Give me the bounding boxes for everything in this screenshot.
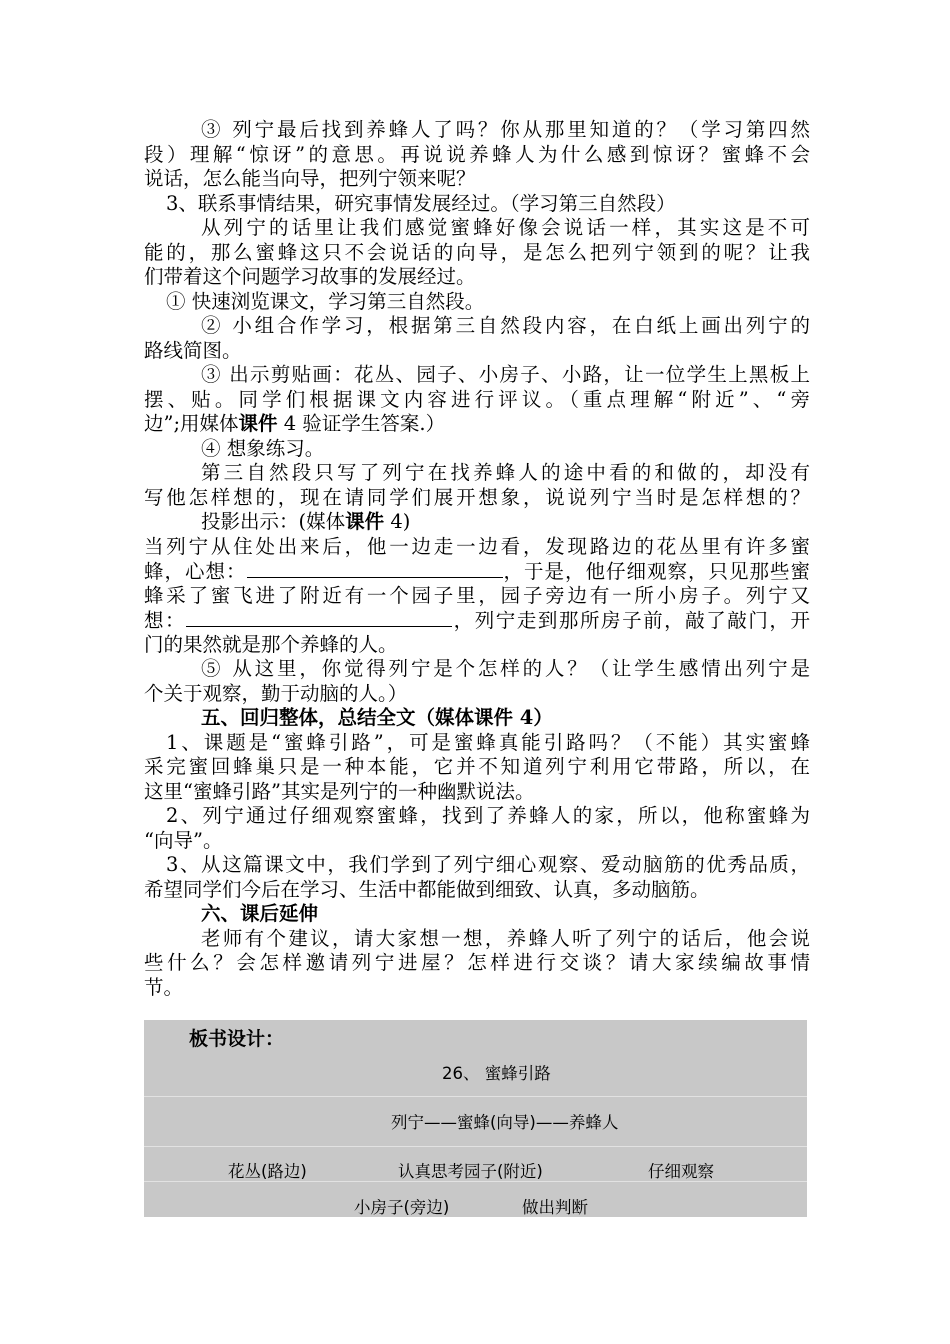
board-heading: 26、 蜜蜂引路: [442, 1064, 551, 1083]
text-line: 3、联系事情结果，研究事情发展经过。（学习第三自然段）: [166, 191, 676, 215]
board-item-flowers: 花丛(路边): [228, 1162, 307, 1181]
text-line: 1、课题是“蜜蜂引路”，可是蜜蜂真能引路吗？（不能）其实蜜蜂: [166, 730, 810, 754]
text-line: ③ 出示剪贴画：花丛、园子、小房子、小路，让一位学生上黑板上: [201, 363, 810, 386]
text-line: 段）理解“惊讶”的意思。再说说养蜂人为什么感到惊讶？蜜蜂不会: [144, 142, 810, 166]
document-body: [144, 118, 810, 1000]
text-line: ⑤ 从这里，你觉得列宁是个怎样的人？（让学生感情出列宁是: [201, 657, 810, 680]
text-line: 门的果然就是那个养蜂的人。: [144, 632, 398, 656]
board-item-judge: 做出判断: [522, 1198, 588, 1217]
text-line: ③ 列宁最后找到养蜂人了吗？你从那里知道的？（学习第四然: [201, 118, 810, 141]
text-line: 这里“蜜蜂引路”其实是列宁的一种幽默说法。: [144, 779, 535, 803]
text-line: [144, 412, 810, 437]
text-line: 2、列宁通过仔细观察蜜蜂，找到了养蜂人的家，所以，他称蜜蜂为: [166, 804, 810, 827]
text-line: 希望同学们今后在学习、生活中都能做到细致、认真，多动脑筋。: [144, 877, 710, 901]
bold-term: 课件: [345, 510, 385, 533]
board-item-garden: 认真思考园子(附近): [398, 1162, 543, 1181]
text-line: ① 快速浏览课文，学习第三自然段。: [166, 289, 485, 313]
board-title: 板书设计：: [189, 1028, 285, 1050]
text-line: 3、从这篇课文中，我们学到了列宁细心观察、爱动脑筋的优秀品质，: [166, 853, 810, 876]
text-line: 些什么？会怎样邀请列宁进屋？怎样进行交谈？请大家续编故事情: [144, 951, 810, 974]
board-divider: [144, 1181, 807, 1182]
text-line: 能的，那么蜜蜂这只不会说话的向导，是怎么把列宁领到的呢？让我: [144, 240, 810, 264]
text-line: “向导”。: [144, 828, 223, 852]
text-span: ，列宁走到那所房子前，敲了敲门，开: [452, 609, 810, 632]
text-line: ② 小组合作学习，根据第三自然段内容，在白纸上画出列宁的: [201, 314, 810, 337]
text-span: 投影出示：(媒体: [201, 510, 346, 533]
text-span: 4 验证学生答案.）: [277, 412, 446, 435]
blackboard-design-panel: [144, 1020, 807, 1217]
section-heading: 五、回归整体，总结全文（媒体课件 4）: [201, 706, 553, 729]
text-line: 说话，怎么能当向导，把列宁领来呢？: [144, 167, 476, 190]
text-line: ④ 想象练习。: [201, 436, 325, 460]
fill-in-blank: [186, 608, 452, 627]
text-line: 摆、贴。同学们根据课文内容进行评议。（重点理解“附近”、“旁: [144, 387, 810, 411]
text-span: 边”;用媒体: [144, 412, 239, 435]
text-line: 从列宁的话里让我们感觉蜜蜂好像会说话一样，其实这是不可: [201, 216, 810, 239]
text-line: 采完蜜回蜂巢只是一种本能，它并不知道列宁利用它带路，所以，在: [144, 755, 810, 778]
text-line: 们带着这个问题学习故事的发展经过。: [144, 265, 476, 288]
text-line: 节。: [144, 975, 184, 999]
bold-term: 课件: [238, 412, 278, 435]
text-line: 当列宁从住处出来后，他一边走一边看，发现路边的花丛里有许多蜜: [144, 534, 810, 558]
text-span: 蜂，心想：: [144, 560, 247, 583]
board-item-house: 小房子(旁边): [354, 1198, 450, 1217]
text-span: 4): [384, 510, 411, 533]
board-divider: [144, 1096, 807, 1097]
text-line: 第三自然段只写了列宁在找养蜂人的途中看的和做的，却没有: [201, 461, 810, 484]
text-line: 写他怎样想的，现在请同学们展开想象，说说列宁当时是怎样想的？: [144, 485, 810, 509]
text-line: 路线简图。: [144, 338, 242, 362]
text-line: [144, 608, 810, 633]
text-span: ，于是，他仔细观察，只见那些蜜: [502, 560, 810, 583]
fill-in-blank: [247, 559, 503, 578]
board-relation: 列宁——蜜蜂(向导)——养蜂人: [391, 1113, 619, 1132]
text-span: 想：: [144, 609, 187, 632]
section-heading: 六、课后延伸: [201, 902, 319, 925]
board-item-observe: 仔细观察: [648, 1162, 714, 1181]
text-line: 老师有个建议，请大家想一想，养蜂人听了列宁的话后，他会说: [201, 926, 810, 950]
board-divider: [144, 1146, 807, 1147]
text-line: [144, 510, 810, 535]
text-line: 个关于观察，勤于动脑的人。）: [144, 681, 408, 705]
text-line: [144, 559, 810, 584]
text-line: 蜂采了蜜飞进了附近有一个园子里，园子旁边有一所小房子。列宁又: [144, 583, 810, 607]
